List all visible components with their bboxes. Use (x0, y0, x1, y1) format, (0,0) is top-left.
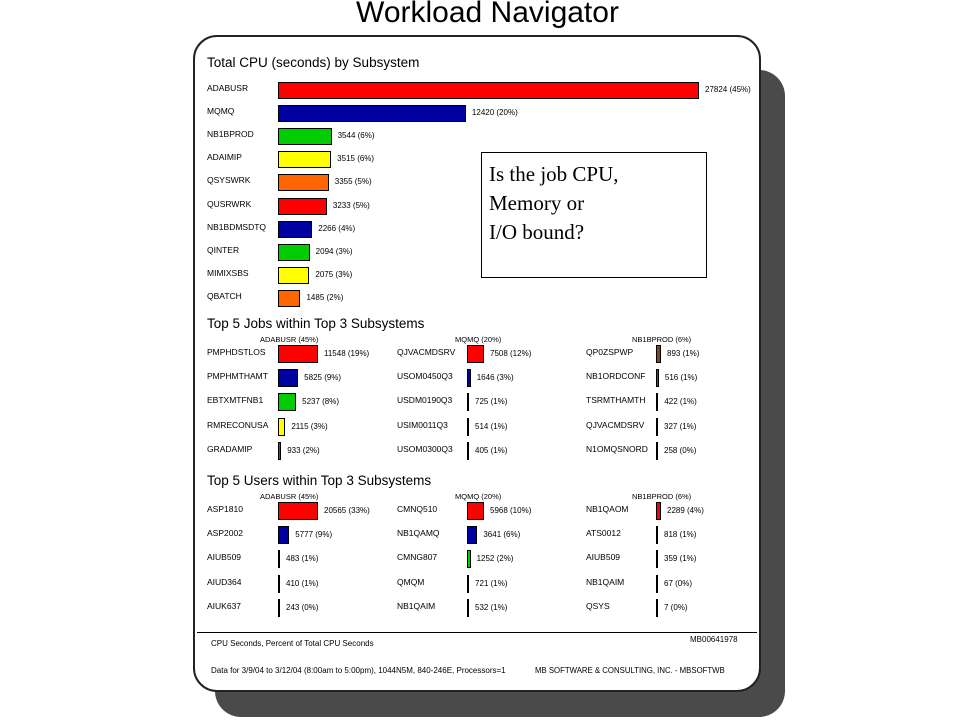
item-value-label: 7508 (12%) (490, 349, 532, 358)
item-bar (278, 599, 280, 617)
item-value-label: 7 (0%) (664, 602, 688, 612)
section-title-users_section: Top 5 Users within Top 3 Subsystems (207, 473, 432, 488)
item-label: NB1ORDCONF (586, 371, 646, 382)
item-value-label: 359 (1%) (664, 554, 697, 564)
item-bar (656, 599, 658, 617)
cpu-bar (278, 267, 309, 284)
item-label: AIUB509 (207, 552, 242, 563)
cpu-value-label: 3233 (5%) (332, 200, 370, 210)
item-label: USIM0011Q3 (397, 419, 448, 430)
cpu-value-label: 1485 (2%) (306, 292, 344, 302)
cpu-bar (278, 244, 310, 261)
subsystem-label: NB1BDMSDTQ (207, 221, 267, 232)
cpu-value-label: 2094 (3%) (315, 246, 353, 256)
item-label: QSYS (586, 600, 610, 611)
item-bar (278, 502, 318, 520)
cpu-bar (278, 105, 466, 122)
subsystem-label: QSYSWRK (207, 175, 251, 186)
cpu-bar (278, 221, 312, 238)
item-bar (467, 369, 471, 387)
subsystem-label: ADABUSR (207, 83, 249, 93)
cpu-value-label: 12420 (20%) (471, 108, 518, 118)
item-label: QP0ZSPWP (586, 347, 634, 357)
item-value-label: 20565 (33%) (324, 506, 370, 515)
item-label: ATS0012 (586, 528, 621, 539)
item-bar (656, 369, 659, 387)
subsystem-label: NB1BPROD (207, 129, 254, 140)
item-value-label: 5237 (8%) (302, 397, 340, 407)
item-value-label: 721 (1%) (475, 578, 508, 588)
item-bar (278, 442, 281, 460)
item-bar (467, 550, 471, 568)
item-label: PMPHDSTLOS (207, 347, 266, 357)
item-label: GRADAMIP (207, 443, 253, 454)
item-bar (656, 393, 658, 411)
item-value-label: 2115 (3%) (291, 421, 328, 431)
item-bar (278, 550, 280, 568)
item-bar (278, 345, 318, 363)
item-label: TSRMTHAMTH (586, 395, 646, 406)
item-label: NB1QAMQ (397, 528, 440, 539)
item-value-label: 2289 (4%) (667, 506, 704, 515)
item-label: AIUK637 (207, 600, 242, 611)
page-title: Workload Navigator (356, 0, 619, 29)
item-label: AIUD364 (207, 576, 242, 587)
item-value-label: 725 (1%) (475, 397, 508, 407)
item-label: ASP2002 (207, 528, 243, 539)
item-label: RMRECONUSA (207, 419, 269, 430)
item-value-label: 818 (1%) (664, 530, 697, 540)
item-bar (656, 550, 658, 568)
item-label: CMNG807 (397, 552, 438, 563)
item-bar (467, 393, 469, 411)
item-value-label: 1646 (3%) (476, 373, 514, 383)
item-bar (278, 575, 280, 593)
item-bar (467, 599, 469, 617)
item-label: USOM0300Q3 (397, 443, 453, 454)
item-bar (656, 345, 661, 363)
item-value-label: 327 (1%) (664, 421, 697, 431)
item-value-label: 422 (1%) (664, 397, 697, 407)
item-label: NB1QAOM (586, 504, 629, 514)
cpu-value-label: 27824 (45%) (705, 85, 751, 94)
item-value-label: 1252 (2%) (476, 554, 514, 564)
cpu-value-label: 2075 (3%) (315, 269, 353, 279)
item-value-label: 532 (1%) (475, 602, 508, 612)
subsystem-label: QUSRWRK (207, 198, 252, 209)
column-header: ADABUSR (45%) (260, 335, 319, 344)
footer-divider (197, 632, 757, 633)
cpu-bar (278, 82, 699, 99)
item-value-label: 5825 (9%) (304, 373, 342, 383)
item-label: QJVACMDSRV (586, 419, 645, 430)
column-header: MQMQ (20%) (455, 335, 502, 344)
item-bar (278, 526, 289, 544)
item-label: USOM0450Q3 (397, 371, 453, 382)
item-value-label: 67 (0%) (664, 578, 693, 588)
item-bar (656, 575, 658, 593)
column-header: NB1BPROD (6%) (632, 335, 692, 344)
callout-line: Memory or (489, 191, 585, 215)
column-header: NB1BPROD (6%) (632, 492, 692, 501)
callout-box (481, 152, 707, 278)
item-value-label: 933 (2%) (287, 445, 320, 455)
subsystem-label: ADAIMIP (207, 152, 242, 163)
cpu-bar (278, 290, 300, 307)
data-range: Data for 3/9/04 to 3/12/04 (8:00am to 5:00pm), 1044N5M, 840-246E, Processors=1 (211, 666, 506, 675)
item-label: NB1QAIM (397, 600, 436, 611)
cpu-value-label: 2266 (4%) (318, 223, 356, 233)
item-value-label: 893 (1%) (667, 349, 700, 358)
subsystem-label: QINTER (207, 244, 240, 255)
column-header: MQMQ (20%) (455, 492, 502, 501)
section-title-jobs_section: Top 5 Jobs within Top 3 Subsystems (207, 316, 425, 331)
item-label: N1OMQSNORD (586, 443, 648, 454)
item-label: PMPHMTHAMT (207, 371, 268, 382)
item-value-label: 483 (1%) (286, 554, 319, 564)
item-bar (467, 526, 477, 544)
item-value-label: 5968 (10%) (490, 506, 532, 515)
item-bar (278, 393, 296, 411)
cpu-value-label: 3544 (6%) (337, 131, 375, 141)
item-bar (467, 442, 469, 460)
column-header: ADABUSR (45%) (260, 492, 319, 501)
item-value-label: 5777 (9%) (295, 530, 333, 540)
cpu-value-label: 3355 (5%) (334, 177, 372, 187)
subsystem-label: QBATCH (207, 290, 242, 301)
item-label: AIUB509 (586, 552, 621, 563)
item-label: CMNQ510 (397, 504, 438, 514)
item-bar (467, 345, 484, 363)
item-value-label: 258 (0%) (664, 445, 697, 455)
item-bar (467, 418, 469, 436)
item-value-label: 514 (1%) (475, 421, 508, 431)
item-label: NB1QAIM (586, 576, 625, 587)
item-value-label: 410 (1%) (286, 578, 319, 588)
item-bar (467, 502, 484, 520)
cpu-value-label: 3515 (6%) (337, 154, 375, 164)
item-label: QJVACMDSRV (397, 347, 456, 357)
item-bar (656, 418, 658, 436)
item-value-label: 405 (1%) (475, 445, 508, 455)
cpu-bar (278, 174, 329, 191)
cpu-bar (278, 151, 331, 168)
company-name: MB SOFTWARE & CONSULTING, INC. - MBSOFTWB (535, 666, 725, 675)
item-label: USDM0190Q3 (397, 395, 453, 406)
item-value-label: 3641 (6%) (483, 530, 521, 540)
item-label: QMQM (397, 576, 425, 587)
item-bar (278, 369, 298, 387)
report-id: MB00641978 (690, 635, 738, 644)
callout-line: I/O bound? (489, 220, 585, 244)
item-label: ASP1810 (207, 504, 243, 514)
section-title-cpu: Total CPU (seconds) by Subsystem (207, 55, 420, 70)
item-label: EBTXMTFNB1 (207, 395, 264, 406)
subsystem-label: MQMQ (207, 106, 235, 117)
cpu-bar (278, 128, 332, 145)
item-bar (656, 526, 658, 544)
cpu-bar (278, 198, 327, 215)
item-bar (656, 442, 658, 460)
item-bar (656, 502, 661, 520)
subsystem-label: MIMIXSBS (207, 267, 249, 278)
item-value-label: 243 (0%) (286, 602, 319, 612)
item-value-label: 11548 (19%) (324, 349, 370, 358)
item-bar (278, 418, 285, 436)
item-value-label: 516 (1%) (664, 373, 698, 383)
callout-line: Is the job CPU, (489, 162, 619, 186)
footer-legend: CPU Seconds, Percent of Total CPU Seconds (211, 639, 374, 648)
item-bar (467, 575, 469, 593)
